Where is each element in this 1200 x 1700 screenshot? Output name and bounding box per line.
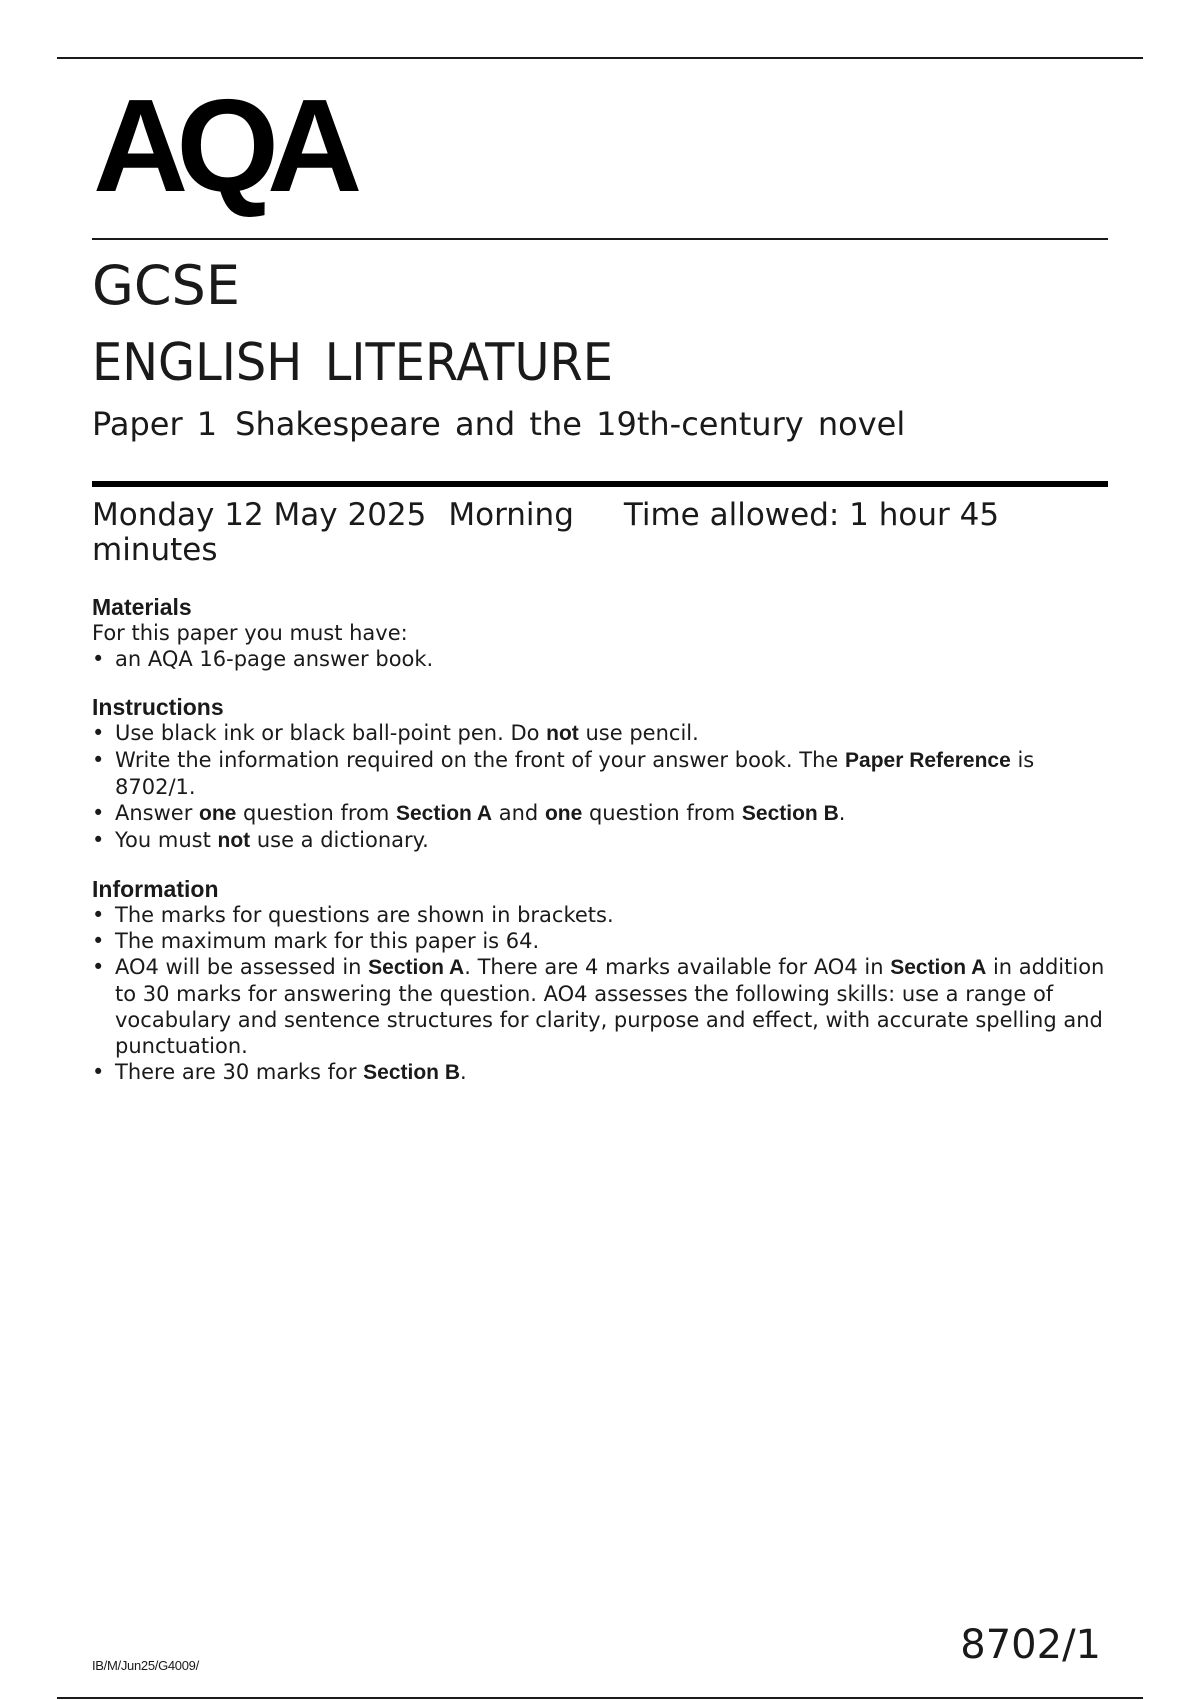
instructions-heading: Instructions	[92, 694, 224, 720]
instructions-list	[92, 720, 1108, 854]
qualification-title: GCSE	[92, 254, 240, 317]
list-item: • Write the information required on the front of your answer book. The Paper Reference is 8702/1.	[92, 747, 1108, 800]
list-item: • Answer one question from Section A and one question from Section B.	[92, 800, 1108, 827]
list-item: • The maximum mark for this paper is 64.	[92, 928, 1108, 954]
paper-code: 8702/1	[960, 1622, 1101, 1668]
list-item: • The marks for questions are shown in brackets.	[92, 902, 1108, 928]
instructions-section	[92, 694, 1108, 854]
materials-section	[92, 594, 1108, 672]
top-rule	[57, 57, 1143, 59]
list-item: • an AQA 16-page answer book.	[92, 646, 1108, 672]
footer-reference: IB/M/Jun25/G4009/	[92, 1658, 199, 1673]
list-item: • There are 30 marks for Section B.	[92, 1059, 1108, 1086]
exam-details	[92, 498, 1092, 568]
materials-heading: Materials	[92, 594, 192, 620]
information-heading: Information	[92, 876, 219, 902]
information-list	[92, 902, 1108, 1086]
list-item: • You must not use a dictionary.	[92, 827, 1108, 854]
thick-divider	[92, 481, 1108, 487]
header-divider	[92, 238, 1108, 240]
aqa-logo: AQA	[93, 72, 351, 219]
subject-title: ENGLISH LITERATURE	[92, 333, 613, 393]
exam-date: Monday 12 May 2025	[92, 497, 427, 533]
information-section	[92, 876, 1108, 1086]
cover-content	[92, 594, 1108, 1108]
paper-title: Shakespeare and the 19th-century novel	[235, 405, 906, 443]
materials-list	[92, 646, 1108, 672]
list-item: • Use black ink or black ball-point pen. Do not use pencil.	[92, 720, 1108, 747]
materials-intro: For this paper you must have:	[92, 621, 408, 645]
list-item: • AO4 will be assessed in Section A. There are 4 marks available for AO4 in Section A in addition to 30 marks for answering the question. AO4 assesses the following skills: use a range of vocabulary and sentence structures for clarity, purpose and effect, with accurate spelling and punctuation.	[92, 954, 1108, 1059]
bottom-rule	[57, 1697, 1143, 1699]
paper-number: Paper 1	[92, 405, 218, 443]
paper-line	[92, 404, 905, 444]
exam-session: Morning	[448, 497, 574, 533]
time-allowed: Time allowed: 1 hour 45 minutes	[92, 497, 1000, 568]
